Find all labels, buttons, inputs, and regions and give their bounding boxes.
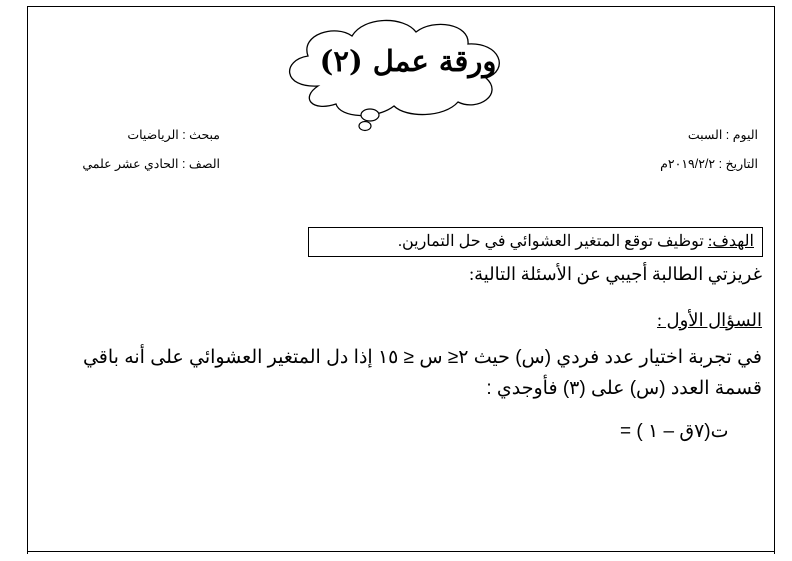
subject-label: مبحث : الرياضيات <box>127 128 220 142</box>
worksheet-title: ورقة عمل (٢) <box>319 44 497 78</box>
bottom-divider <box>27 551 775 552</box>
goal-text: توظيف توقع المتغير العشوائي في حل التمارين. <box>397 233 708 250</box>
grade-label: الصف : الحادي عشر علمي <box>82 157 220 171</box>
goal-label: الهدف: <box>707 233 754 250</box>
question1-formula: ت(٧ق – ١ ) = <box>620 421 729 442</box>
day-label: اليوم : السبت <box>687 128 758 142</box>
question1-line1: في تجربة اختيار عدد فردي (س) حيث ٢≤ س ≤ ١٥ إذا دل المتغير العشوائي على أنه باقي <box>82 347 762 368</box>
instructions: غريزتي الطالبة أجيبي عن الأسئلة التالية: <box>469 264 762 284</box>
date-label: التاريخ : ٢٠١٩/٢/٢م <box>660 157 758 171</box>
question1-line2: قسمة العدد (س) على (٣) فأوجدي : <box>486 378 762 399</box>
goal-box <box>308 227 763 257</box>
question1-heading: السؤال الأول : <box>657 310 762 330</box>
